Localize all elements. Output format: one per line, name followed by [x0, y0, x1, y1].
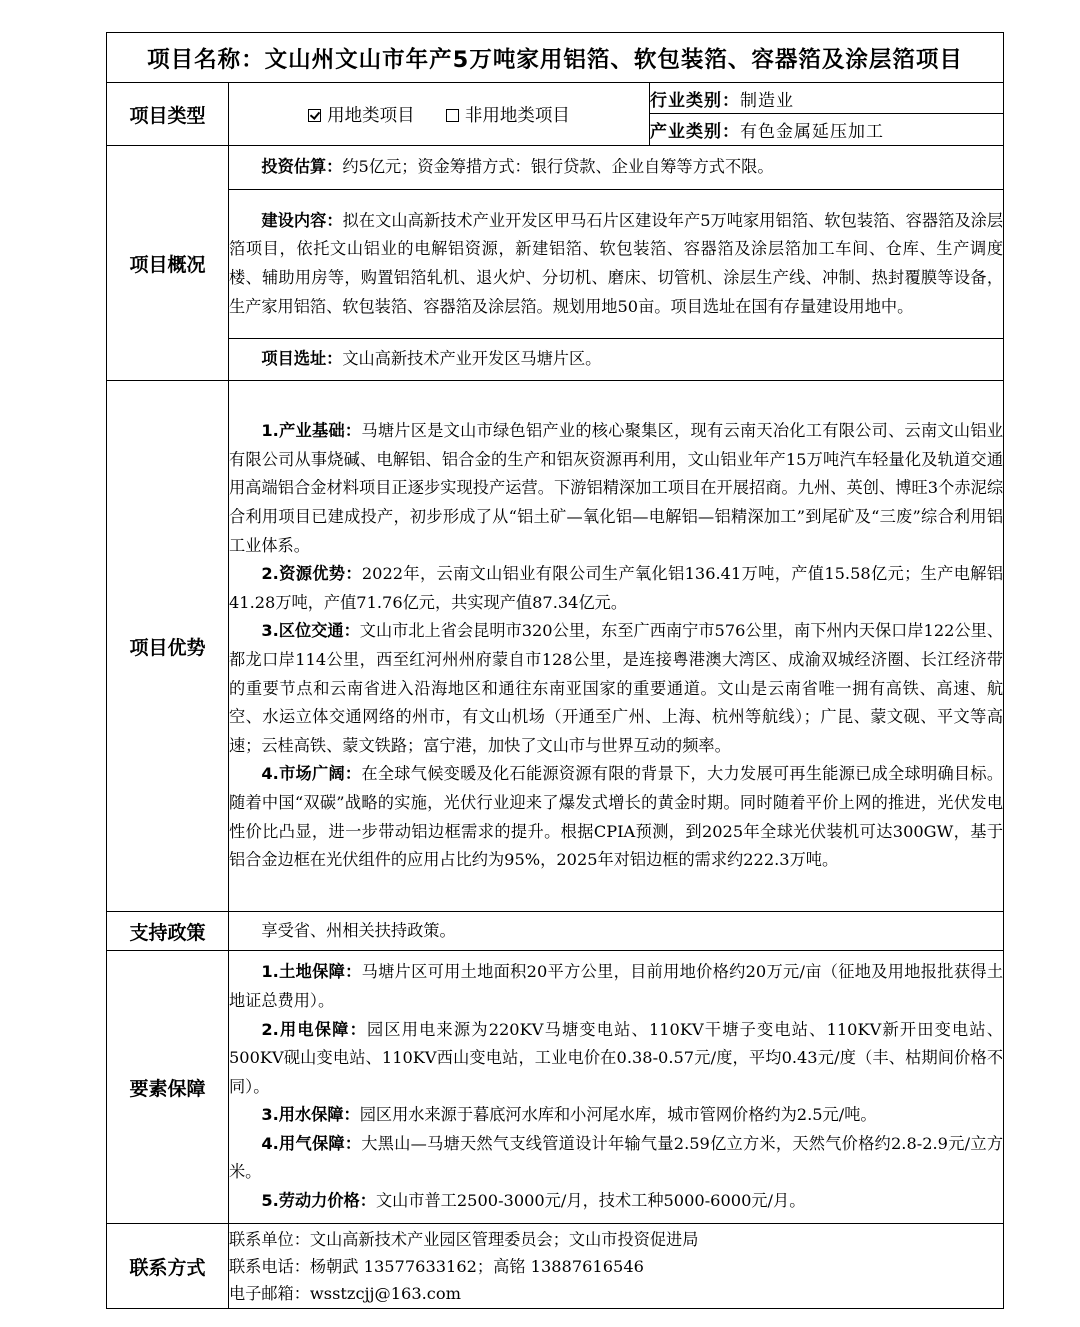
construction-content: 建设内容：拟在文山高新技术产业开发区甲马石片区建设年产5万吨家用铝箔、软包装箔、容器箔及涂层箔项目，依托文山铝业的电解铝资源，新建铝箔、软包装箔、容器箔及涂层箔加工车间、仓库、生产调度楼、辅助用房等，购置铝箔轧机、退火炉、分切机、磨床、切管机、涂层生产线、冲制、热封覆膜等设备，生产家用铝箔、软包装箔、容器箔及涂层箔。规划用地50亩。项目选址在国有存量建设用地中。: [229, 190, 1004, 339]
advantage-item: 2.资源优势：2022年，云南文山铝业有限公司生产氧化铝136.41万吨，产值15.58亿元；生产电解铝41.28万吨，产值71.76亿元，共实现产值87.34亿元。: [229, 564, 1004, 612]
project-title: 项目名称：文山州文山市年产5万吨家用铝箔、软包装箔、容器箔及涂层箔项目: [107, 33, 1004, 83]
type-row-1: [107, 83, 1004, 114]
overview-row-2: [107, 190, 1004, 339]
contact-unit: 联系单位：文山高新技术产业园区管理委员会；文山市投资促进局: [229, 1229, 699, 1249]
investment-estimate: 投资估算：约5亿元；资金筹措方式：银行贷款、企业自筹等方式不限。: [229, 146, 1004, 190]
policy-content: 享受省、州相关扶持政策。: [229, 912, 1004, 951]
factors-content: [229, 951, 1004, 1224]
contact-content: [229, 1224, 1004, 1309]
overview-label: 项目概况: [107, 146, 229, 381]
contact-email: 电子邮箱：wsstzcjj@163.com: [229, 1283, 461, 1303]
factor-item: 1.土地保障：马塘片区可用土地面积20平方公里，目前用地价格约20万元/亩（征地及用地报批获得土地证总费用）。: [229, 962, 1004, 1010]
advantage-item: 1.产业基础：马塘片区是文山市绿色铝产业的核心聚集区，现有云南天冶化工有限公司、云南文山铝业有限公司从事烧碱、电解铝、铝合金的生产和铝灰资源再利用，文山铝业年产15万吨汽车轻量化及轨道交通用高端铝合金材料项目正逐步实现投产运营。下游铝精深加工项目在开展招商。九州、英创、博旺3个赤泥综合利用项目已建成投产，初步形成了从“铝土矿—氧化铝—电解铝—铝精深加工”到尾矿及“三废”综合利用铝工业体系。: [229, 421, 1004, 555]
checked-checkbox-icon: [308, 109, 321, 122]
project-site: 项目选址：文山高新技术产业开发区马塘片区。: [229, 339, 1004, 381]
project-table: [106, 32, 1004, 1309]
contact-phone: 联系电话：杨朝武 13577633162；高铭 13887616546: [229, 1256, 644, 1276]
project-type-options: [229, 83, 650, 146]
empty-checkbox-icon: [446, 109, 459, 122]
factor-item: 4.用气保障：大黑山—马塘天然气支线管道设计年输气量2.59亿立方米，天然气价格约2.8-2.9元/立方米。: [229, 1133, 1004, 1182]
overview-row-3: [107, 339, 1004, 381]
policy-label: 支持政策: [107, 912, 229, 951]
advantages-content: [229, 381, 1004, 912]
option-nonland: 非用地类项目: [446, 102, 570, 127]
policy-row: [107, 912, 1004, 951]
advantage-item: 3.区位交通：文山市北上省会昆明市320公里，东至广西南宁市576公里，南下州内天保口岸122公里、都龙口岸114公里，西至红河州州府蒙自市128公里，是连接粤港澳大湾区、成渝双城经济圈、长江经济带的重要节点和云南省进入沿海地区和通往东南亚国家的重要通道。文山是云南省唯一拥有高铁、高速、航空、水运立体交通网络的州市，有文山机场（开通至广州、上海、杭州等航线）；广昆、蒙文砚、平文等高速；云桂高铁、蒙文铁路；富宁港，加快了文山市与世界互动的频率。: [229, 621, 1004, 755]
overview-row-1: [107, 146, 1004, 190]
factors-label: 要素保障: [107, 951, 229, 1224]
contact-row: [107, 1224, 1004, 1309]
factor-item: 3.用水保障：园区用水来源于暮底河水库和小河尾水库，城市管网价格约为2.5元/吨。: [261, 1105, 877, 1125]
advantages-row: [107, 381, 1004, 912]
factor-item: 2.用电保障：园区用电来源为220KV马塘变电站、110KV干塘子变电站、110KV新开田变电站、500KV砚山变电站、110KV西山变电站，工业电价在0.38-0.57元/度，平均0.43元/度（丰、枯期间价格不同）。: [229, 1019, 1004, 1096]
advantages-label: 项目优势: [107, 381, 229, 912]
contact-label: 联系方式: [107, 1224, 229, 1309]
factor-item: 5.劳动力价格：文山市普工2500-3000元/月，技术工种5000-6000元/月。: [261, 1191, 806, 1211]
advantage-item: 4.市场广阔：在全球气候变暖及化石能源资源有限的背景下，大力发展可再生能源已成全球明确目标。随着中国“双碳”战略的实施，光伏行业迎来了爆发式增长的黄金时期。同时随着平价上网的推进，光伏发电性价比凸显，进一步带动铝边框需求的提升。根据CPIA预测，到2025年全球光伏装机可达300GW，基于铝合金边框在光伏组件的应用占比约为95%，2025年对铝边框的需求约222.3万吨。: [229, 764, 1004, 870]
industry-category: 行业类别：制造业: [650, 83, 1004, 114]
option-land: 用地类项目: [308, 102, 415, 127]
sector-category: 产业类别：有色金属延压加工: [650, 114, 1004, 146]
project-type-label: 项目类型: [107, 83, 229, 146]
factors-row: [107, 951, 1004, 1224]
title-row: [107, 33, 1004, 83]
